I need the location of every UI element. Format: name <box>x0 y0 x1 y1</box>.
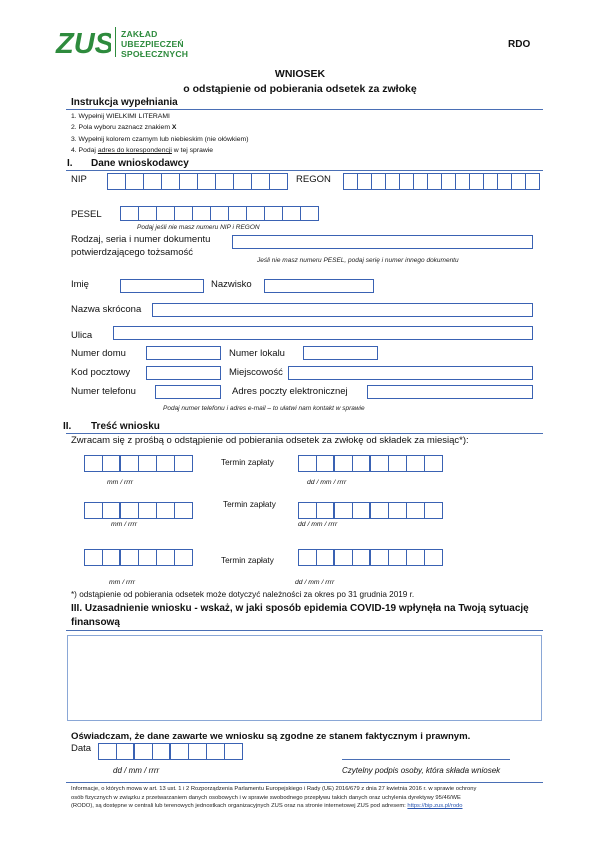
last-name-label: Nazwisko <box>211 279 252 290</box>
declaration-text: Oświadczam, że dane zawarte we wniosku są zgodne ze stanem faktycznym i prawnym. <box>71 731 471 742</box>
footer-line-2: osób fizycznych w związku z przetwarzaniem danych osobowych i w sprawie swobodnego przepływu takich danych oraz uchylenia dyrektywy 95/46/WE <box>71 794 461 801</box>
regon-label: REGON <box>296 174 331 185</box>
form-title-line-1: WNIOSEK <box>274 68 326 80</box>
footer-line-3-text: (RODO), są dostępne w centrali lub terenowych jednostkach organizacyjnych ZUS oraz na stronie internetowej ZUS pod adresem: <box>71 803 408 809</box>
date-mask-1: dd / mm / rrrr <box>307 479 347 486</box>
id-document-label-line-1: Rodzaj, seria i numer dokumentu <box>71 234 211 245</box>
email-label: Adres poczty elektronicznej <box>232 386 348 397</box>
request-text: Zwracam się z prośbą o odstąpienie od pobierania odsetek za zwłokę od składek za miesiąc*): <box>71 435 469 446</box>
city-label: Miejscowość <box>229 367 283 378</box>
pesel-field[interactable] <box>120 206 319 221</box>
due-date-field-3[interactable] <box>298 549 443 566</box>
footer-line-3 <box>71 802 541 811</box>
nip-label: NIP <box>71 174 87 185</box>
house-number-label: Numer domu <box>71 348 126 359</box>
due-date-label-3: Termin zapłaty <box>221 556 274 565</box>
postal-code-input[interactable] <box>146 366 221 380</box>
instruction-4 <box>71 147 213 154</box>
instruction-3: 3. Wypełnij kolorem czarnym lub niebieskim (nie ołówkiem) <box>71 136 249 143</box>
section-3-title <box>71 602 529 630</box>
rodo-footer <box>71 785 541 811</box>
logo-line-2: UBEZPIECZEŃ <box>121 39 184 49</box>
declaration-date-mask: dd / mm / rrrr <box>113 766 160 775</box>
apartment-number-label: Numer lokalu <box>229 348 285 359</box>
due-date-field-2[interactable] <box>298 502 443 519</box>
month-field-1[interactable] <box>84 455 193 472</box>
section-3-rule <box>66 630 543 631</box>
phone-label: Numer telefonu <box>71 386 136 397</box>
section-3-title-line-1: III. Uzasadnienie wniosku - wskaż, w jaki sposób epidemia COVID-19 wpłynęła na Twoją sytuację <box>71 603 529 614</box>
instruction-2 <box>71 124 176 131</box>
contact-hint: Podaj numer telefonu i adres e-mail – to ułatwi nam kontakt w sprawie <box>163 405 365 412</box>
instruction-4-link: adres do korespondencji <box>97 147 172 154</box>
signature-line <box>342 759 510 760</box>
first-name-label: Imię <box>71 279 89 290</box>
signature-label: Czytelny podpis osoby, która składa wniosek <box>342 766 501 775</box>
logo-divider <box>115 27 116 57</box>
street-label: Ulica <box>71 330 93 341</box>
zus-logo <box>55 27 111 57</box>
due-date-field-1[interactable] <box>298 455 443 472</box>
due-date-label-2: Termin zapłaty <box>223 500 276 509</box>
section-2-rule <box>66 433 543 434</box>
declaration-date-field[interactable] <box>98 743 243 760</box>
month-mask-2: mm / rrrr <box>111 521 138 528</box>
section-2-title: Treść wniosku <box>91 421 160 432</box>
instruction-2-mark: X <box>171 124 177 131</box>
instructions-heading: Instrukcja wypełniania <box>71 97 178 108</box>
section-1-rule <box>66 170 543 171</box>
zus-logo-mark-icon <box>55 27 111 57</box>
footer-line-1: Informacje, o których mowa w art. 13 ust. 1 i 2 Rozporządzenia Parlamentu Europejskiego i Rady (UE) 2016/679 z dnia 27 kwietnia 2016 r. w sprawie ochrony <box>71 786 477 792</box>
first-name-input[interactable] <box>120 279 204 293</box>
nip-field[interactable] <box>107 173 288 190</box>
instructions-rule <box>66 109 543 110</box>
section-1-number: I. <box>67 158 73 169</box>
rodo-link[interactable]: https://bip.zus.pl/rodo <box>407 803 463 809</box>
street-input[interactable] <box>113 326 533 340</box>
email-input[interactable] <box>367 385 533 399</box>
form-title-line-2: o odstąpienie od pobierania odsetek za zwłokę <box>183 83 417 95</box>
month-field-3[interactable] <box>84 549 193 566</box>
logo-line-1: ZAKŁAD <box>121 29 158 39</box>
form-code: RDO <box>508 39 531 50</box>
due-date-label-1: Termin zapłaty <box>221 458 274 467</box>
pesel-hint: Podaj jeśli nie masz numeru NIP i REGON <box>137 224 260 231</box>
section-2-number: II. <box>63 421 72 432</box>
instruction-4-pre: 4. Podaj <box>71 147 98 154</box>
date-label: Data <box>71 743 92 754</box>
footnote: *) odstąpienie od pobierania odsetek może dotyczyć należności za okres po 31 grudnia 2019 r. <box>71 590 415 599</box>
house-number-input[interactable] <box>146 346 221 360</box>
date-mask-3: dd / mm / rrrr <box>295 579 335 586</box>
instruction-1: 1. Wypełnij WIELKIMI LITERAMI <box>71 113 170 120</box>
month-mask-1: mm / rrrr <box>107 479 134 486</box>
date-mask-2: dd / mm / rrrr <box>298 521 338 528</box>
footer-rule <box>66 782 543 783</box>
apartment-number-input[interactable] <box>303 346 378 360</box>
month-mask-3: mm / rrrr <box>109 579 136 586</box>
last-name-input[interactable] <box>264 279 374 293</box>
short-name-input[interactable] <box>152 303 533 317</box>
form-title <box>0 67 600 97</box>
logo-wordmark <box>121 29 188 59</box>
id-document-input[interactable] <box>232 235 533 249</box>
postal-code-label: Kod pocztowy <box>71 367 131 378</box>
section-3-title-line-2: finansową <box>71 617 120 628</box>
regon-field[interactable] <box>343 173 540 190</box>
pesel-label: PESEL <box>71 209 102 220</box>
id-document-label-line-2: potwierdzającego tożsamość <box>71 247 193 258</box>
logo-mark-text: ZUS <box>56 28 111 57</box>
city-input[interactable] <box>288 366 533 380</box>
month-field-2[interactable] <box>84 502 193 519</box>
instruction-2-text: 2. Pola wyboru zaznacz znakiem <box>71 124 172 131</box>
justification-textarea[interactable] <box>67 635 542 721</box>
id-document-label <box>71 233 210 259</box>
section-1-title: Dane wnioskodawcy <box>91 158 189 169</box>
phone-input[interactable] <box>155 385 221 399</box>
logo-line-3: SPOŁECZNYCH <box>121 49 189 59</box>
short-name-label: Nazwa skrócona <box>71 304 142 315</box>
id-document-hint: Jeśli nie masz numeru PESEL, podaj serię i numer innego dokumentu <box>257 257 459 264</box>
instruction-4-post: w tej sprawie <box>171 147 214 154</box>
